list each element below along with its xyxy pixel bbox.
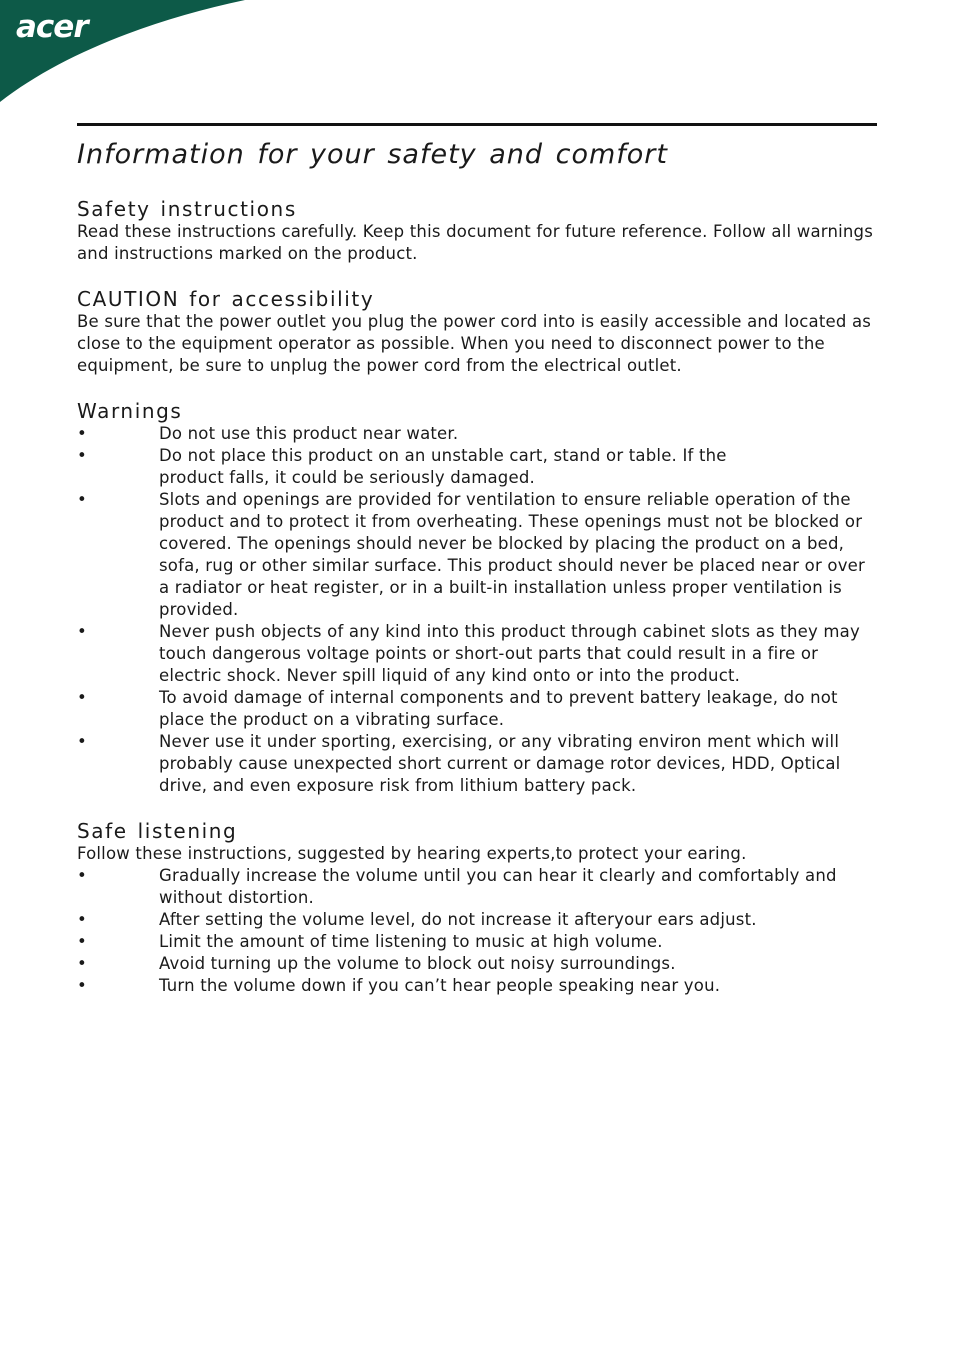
title-rule [77,123,877,126]
warnings-heading: Warnings [77,399,183,423]
bullet-icon: • [77,446,87,465]
acer-logo: acer [16,9,88,45]
warning-text: To avoid damage of internal components and to prevent battery leakage, do not place the product on a vibrating surface. [159,688,838,729]
safe-listening-list [77,865,877,997]
caution-accessibility-heading: CAUTION for accessibility [77,287,375,311]
warning-text: Do not place this product on an unstable cart, stand or table. If the product falls, it could be seriously damaged. [159,446,727,487]
safety-instructions-text: Read these instructions carefully. Keep this document for future reference. Follow all warnings and instructions marked on the product. [77,222,874,263]
brand-corner-banner [0,0,260,110]
listening-text: Turn the volume down if you can’t hear people speaking near you. [159,976,721,995]
safe-listening-heading: Safe listening [77,819,238,843]
bullet-icon: • [77,490,87,509]
bullet-icon: • [77,622,87,641]
bullet-icon: • [77,424,87,443]
bullet-icon: • [77,866,87,885]
bullet-icon: • [77,932,87,951]
listening-item [77,953,879,975]
listening-text: Limit the amount of time listening to music at high volume. [159,932,663,951]
document-body [77,123,877,997]
warning-item [77,489,877,621]
bullet-icon: • [77,688,87,707]
caution-accessibility-text: Be sure that the power outlet you plug the power cord into is easily accessible and located as close to the equipment operator as possible. When you need to disconnect power to the equipment, be sure to unplug the power cord from the electrical outlet. [77,312,872,375]
bullet-icon: • [77,954,87,973]
page-title: Information for your safety and comfort [77,139,668,170]
listening-item [77,909,879,931]
listening-text: Avoid turning up the volume to block out noisy surroundings. [159,954,676,973]
warning-item [77,731,877,797]
warnings-list [77,423,877,797]
listening-item [77,931,879,953]
bullet-icon: • [77,976,87,995]
bullet-icon: • [77,732,87,751]
safety-instructions-heading: Safety instructions [77,197,297,221]
listening-item [77,975,879,997]
warning-text: Do not use this product near water. [159,424,459,443]
warning-item [77,621,877,687]
safe-listening-intro: Follow these instructions, suggested by hearing experts,to protect your earing. [77,844,747,863]
warning-item [77,445,759,489]
listening-item [77,865,879,909]
warning-item [77,423,877,445]
warning-text: Never use it under sporting, exercising, or any vibrating environ ment which will probably cause unexpected short current or damage rotor devices, HDD, Optical drive, and even exposure risk from lithium battery pack. [159,732,841,795]
warning-text: Never push objects of any kind into this product through cabinet slots as they may touch dangerous voltage points or short-out parts that could result in a fire or electric shock. Never spill liquid of any kind onto or into the product. [159,622,860,685]
listening-text: After setting the volume level, do not increase it afteryour ears adjust. [159,910,757,929]
warning-item [77,687,877,731]
listening-text: Gradually increase the volume until you can hear it clearly and comfortably and without distortion. [159,866,837,907]
warning-text: Slots and openings are provided for ventilation to ensure reliable operation of the product and to protect it from overheating. These openings must not be blocked or covered. The openings should never be blocked by placing the product on a bed, sofa, rug or other similar surface. This product should never be placed near or over a radiator or heat register, or in a built-in installation unless proper ventilation is provided. [159,490,865,619]
bullet-icon: • [77,910,87,929]
